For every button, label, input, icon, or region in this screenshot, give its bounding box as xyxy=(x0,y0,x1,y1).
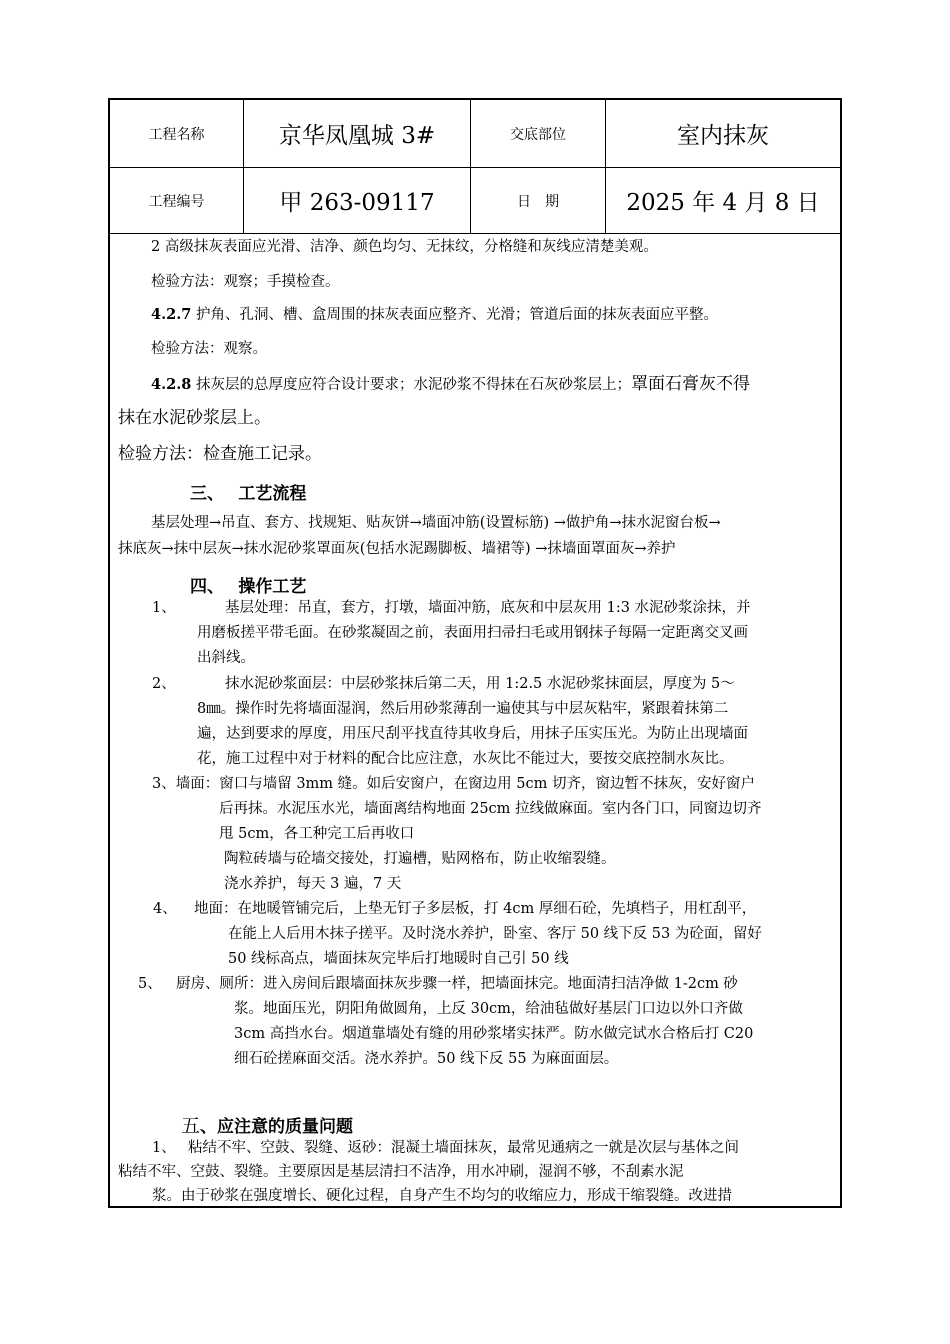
clause-number: 4.2.8 xyxy=(151,376,192,393)
item-number: 4、 xyxy=(153,901,177,917)
body-line: 4.2.8 抹灰层的总厚度应符合设计要求；水泥砂浆不得抹在石灰砂浆层上；罩面石膏灰不得 xyxy=(151,374,750,394)
section-heading: 三、 工艺流程 xyxy=(190,484,307,504)
project-name-value: 京华凤凰城 3# xyxy=(244,100,471,168)
body-line: 在能上人后用木抹子搓平。及时浇水养护，卧室、客厅 50 线下反 53 为砼面，留好 xyxy=(228,926,762,942)
body-line: 4.2.7 护角、孔洞、槽、盒周围的抹灰表面应整齐、光滑；管道后面的抹灰表面应平整。 xyxy=(151,306,718,323)
clause-number: 4.2.7 xyxy=(151,306,192,323)
body-line: 甩 5cm，各工种完工后再收口 xyxy=(219,826,415,842)
date-label: 日 期 xyxy=(471,168,606,234)
body-line: 基层处理：吊直，套方，打墩，墙面冲筋，底灰和中层灰用 1:3 水泥砂浆涂抹，并 xyxy=(225,600,751,616)
body-line: 粘结不牢、空鼓、裂缝。主要原因是基层清扫不洁净，用水冲刷，湿润不够，不刮素水泥 xyxy=(118,1164,684,1180)
project-no-label: 工程编号 xyxy=(110,168,244,234)
body-line: 地面：在地暖管铺完后，上垫无钉子多层板，打 4cm 厚细石砼，先填档子，用杠刮平， xyxy=(194,901,757,917)
part-label: 交底部位 xyxy=(471,100,606,168)
form-header-table xyxy=(110,100,840,234)
body-line: 检验方法：观察。 xyxy=(151,341,267,357)
section-heading: 五、应注意的质量问题 xyxy=(181,1115,354,1137)
item-number: 5、 xyxy=(138,976,162,992)
disclosure-form xyxy=(108,98,842,1208)
section-heading: 四、 操作工艺 xyxy=(190,577,307,597)
body-line: 遍，达到要求的厚度，用压尺刮平找直待其收身后，用抹子压实压光。为防止出现墙面 xyxy=(197,726,748,742)
body-line: 3cm 高挡水台。烟道靠墙处有缝的用砂浆堵实抹严。防水做完试水合格后打 C20 xyxy=(234,1026,754,1042)
body-line: 后再抹。水泥压水光，墙面离结构地面 25cm 拉线做麻面。室内各门口，同窗边切齐 xyxy=(219,801,762,817)
body-line: 3、墙面：窗口与墙留 3mm 缝。如后安窗户，在窗边用 5cm 切齐，窗边暂不抹灰，安好窗户 xyxy=(152,776,755,792)
body-line: 基层处理→吊直、套方、找规矩、贴灰饼→墙面冲筋(设置标筋) →做护角→抹水泥窗台板→ xyxy=(151,515,721,531)
project-name-label: 工程名称 xyxy=(110,100,244,168)
body-line: 粘结不牢、空鼓、裂缝、返砂：混凝土墙面抹灰，最常见通病之一就是次层与基体之间 xyxy=(188,1140,739,1156)
body-line: 50 线标高点，墙面抹灰完毕后打地暖时自己引 50 线 xyxy=(228,951,569,967)
body-line: 浆。地面压光，阴阳角做圆角，上反 30cm，给油毡做好基层门口边以外口齐做 xyxy=(234,1001,743,1017)
body-line: 细石砼搓麻面交活。浇水养护。50 线下反 55 为麻面面层。 xyxy=(234,1051,619,1067)
body-line: 出斜线。 xyxy=(197,650,255,666)
body-line: 浇水养护，每天 3 遍，7 天 xyxy=(224,876,402,892)
item-number: 1、 xyxy=(152,1140,176,1156)
date-value: 2025 年 4 月 8 日 xyxy=(606,168,840,234)
body-line: 花，施工过程中对于材料的配合比应注意，水灰比不能过大，要按交底控制水灰比。 xyxy=(197,751,734,767)
body-line: 抹水泥砂浆面层：中层砂浆抹后第二天，用 1:2.5 水泥砂浆抹面层，厚度为 5～ xyxy=(225,676,735,692)
body-line: 陶粒砖墙与砼墙交接处，打遍槽，贴网格布，防止收缩裂缝。 xyxy=(224,851,616,867)
body-line: 检验方法：观察；手摸检查。 xyxy=(151,274,340,290)
body-line: 8㎜。操作时先将墙面湿润，然后用砂浆薄刮一遍使其与中层灰粘牢，紧跟着抹第二 xyxy=(197,701,729,717)
part-value: 室内抹灰 xyxy=(606,100,840,168)
body-line: 检验方法：检查施工记录。 xyxy=(118,444,322,464)
body-line: 抹在水泥砂浆层上。 xyxy=(118,408,271,428)
body-line: 用磨板搓平带毛面。在砂浆凝固之前，表面用扫帚扫毛或用钢抹子每隔一定距离交叉画 xyxy=(197,625,748,641)
item-number: 1、 xyxy=(152,600,176,616)
project-no-value: 甲 263-09117 xyxy=(244,168,471,234)
body-line: 抹底灰→抹中层灰→抹水泥砂浆罩面灰(包括水泥踢脚板、墙裙等) →抹墙面罩面灰→养护 xyxy=(118,541,676,557)
body-line: 2 高级抹灰表面应光滑、洁净、颜色均匀、无抹纹，分格缝和灰线应清楚美观。 xyxy=(151,239,658,255)
item-number: 2、 xyxy=(152,676,176,692)
body-line: 浆。由于砂浆在强度增长、硬化过程，自身产生不均匀的收缩应力，形成干缩裂缝。改进措 xyxy=(152,1188,732,1204)
body-line: 厨房、厕所：进入房间后跟墙面抹灰步骤一样，把墙面抹完。地面清扫洁净做 1-2cm 砂 xyxy=(176,976,738,992)
